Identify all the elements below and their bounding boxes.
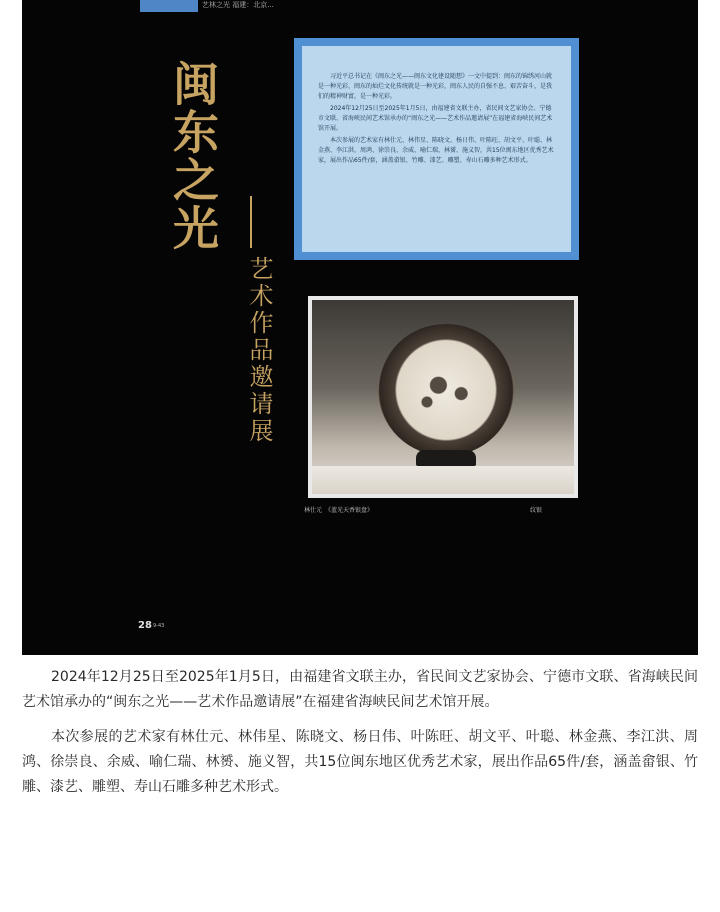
box-paragraph-3: 本次参展的艺术家有林仕元、林伟星、陈晓文、杨日伟、叶陈旺、胡文平、叶聪、林金燕、李江洪、周鸿、徐崇良、余威、喻仁瑞、林赟、施义智，共15位闽东地区优秀艺术家，展出作品65件/套，涵盖畲银、竹雕、漆艺、雕塑、寿山石雕多种艺术形式。 [318, 137, 554, 164]
article-paragraph-2: 本次参展的艺术家有林仕元、林伟星、陈晓文、杨日伟、叶陈旺、胡文平、叶聪、林金燕、李江洪、周鸿、徐崇良、余威、喻仁瑞、林赟、施义智，共15位闽东地区优秀艺术家，展出作品65件/套，涵盖畲银、竹雕、漆艺、雕塑、寿山石雕多种艺术形式。 [22, 729, 698, 795]
header-color-tab [140, 0, 198, 12]
page-number: 28 [138, 620, 152, 631]
display-shelf [312, 466, 574, 494]
intro-text-box-inner [302, 46, 571, 252]
box-paragraph-2: 2024年12月25日至2025年1月5日，由福建省文联主办，省民间文艺家协会、宁德市文联、省海峡民间艺术馆承办的“闽东之光——艺术作品邀请展”在福建省海峡民间艺术馆开展。 [318, 105, 553, 132]
article-body [22, 665, 698, 810]
exhibition-subtitle: 艺术作品邀请展 [245, 256, 273, 445]
magazine-header-text: 艺林之光 福建：北京... [202, 1, 274, 9]
exhibition-title: 闽东之光 [166, 60, 220, 252]
page-number-sub: 9-43 [153, 623, 165, 629]
display-case-scene [312, 300, 574, 494]
title-dash [250, 196, 252, 248]
photo-caption-material: 纹银 [530, 507, 543, 514]
silver-plate-photo [308, 296, 578, 498]
article-paragraph-1: 2024年12月25日至2025年1月5日，由福建省文联主办，省民间文艺家协会、宁德市文联、省海峡民间艺术馆承办的“闽东之光——艺术作品邀请展”在福建省海峡民间艺术馆开展。 [22, 669, 698, 710]
magazine-page-image [22, 0, 698, 655]
photo-caption-artist: 林仕元 《蓝光天香银盘》 [304, 507, 374, 514]
plate-stand [416, 450, 476, 466]
intro-text-box [294, 38, 579, 260]
box-paragraph-1: 习近平总书记在《闽东之光——闽东文化建设随想》一文中提到：闽东的锦绣河山就是一种光彩，闽东的灿烂文化传统就是一种光彩，闽东人民的自强不息、艰苦奋斗，是我们的精神财富，是一种光彩。 [318, 73, 553, 100]
plate-flower-pattern [408, 360, 484, 416]
